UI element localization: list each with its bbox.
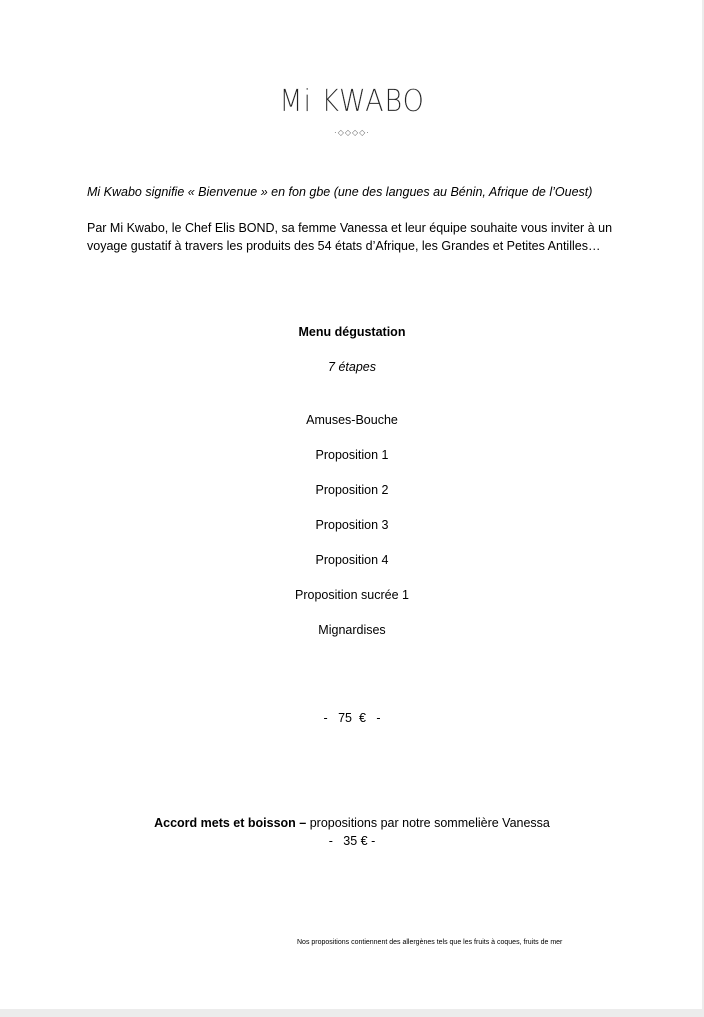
intro-line-2: voyage gustatif à travers les produits des 54 états d’Afrique, les Grandes et Petites Antilles… <box>87 239 601 253</box>
menu-title: Menu dégustation <box>298 325 406 339</box>
menu-item: Amuses-Bouche <box>306 413 398 427</box>
pairing-line <box>0 816 704 830</box>
mi-kwabo-logo: Mi KWABO <box>279 84 425 119</box>
menu-item: Proposition sucrée 1 <box>295 588 409 602</box>
menu-price: - 75 € - <box>323 711 381 725</box>
logo-ornament: ·◇◇◇◇· <box>334 128 370 137</box>
menu-item: Proposition 4 <box>315 553 389 567</box>
pairing-price: - 35 € - <box>328 834 376 848</box>
pairing-title: Accord mets et boisson – <box>154 816 307 830</box>
menu-item: Proposition 1 <box>315 448 389 462</box>
menu-item: Proposition 3 <box>315 518 389 532</box>
menu-item: Proposition 2 <box>315 483 389 497</box>
intro-line-1: Par Mi Kwabo, le Chef Elis BOND, sa femme Vanessa et leur équipe souhaite vous inviter à un <box>87 221 613 235</box>
menu-subtitle: 7 étapes <box>328 360 376 374</box>
intro-meaning: Mi Kwabo signifie « Bienvenue » en fon gbe (une des langues au Bénin, Afrique de l’Ouest) <box>87 185 593 199</box>
allergen-note: Nos propositions contiennent des allergènes tels que les fruits à coques, fruits de mer <box>297 939 563 946</box>
menu-item: Mignardises <box>318 623 386 637</box>
pairing-text: propositions par notre sommelière Vanessa <box>306 816 550 830</box>
